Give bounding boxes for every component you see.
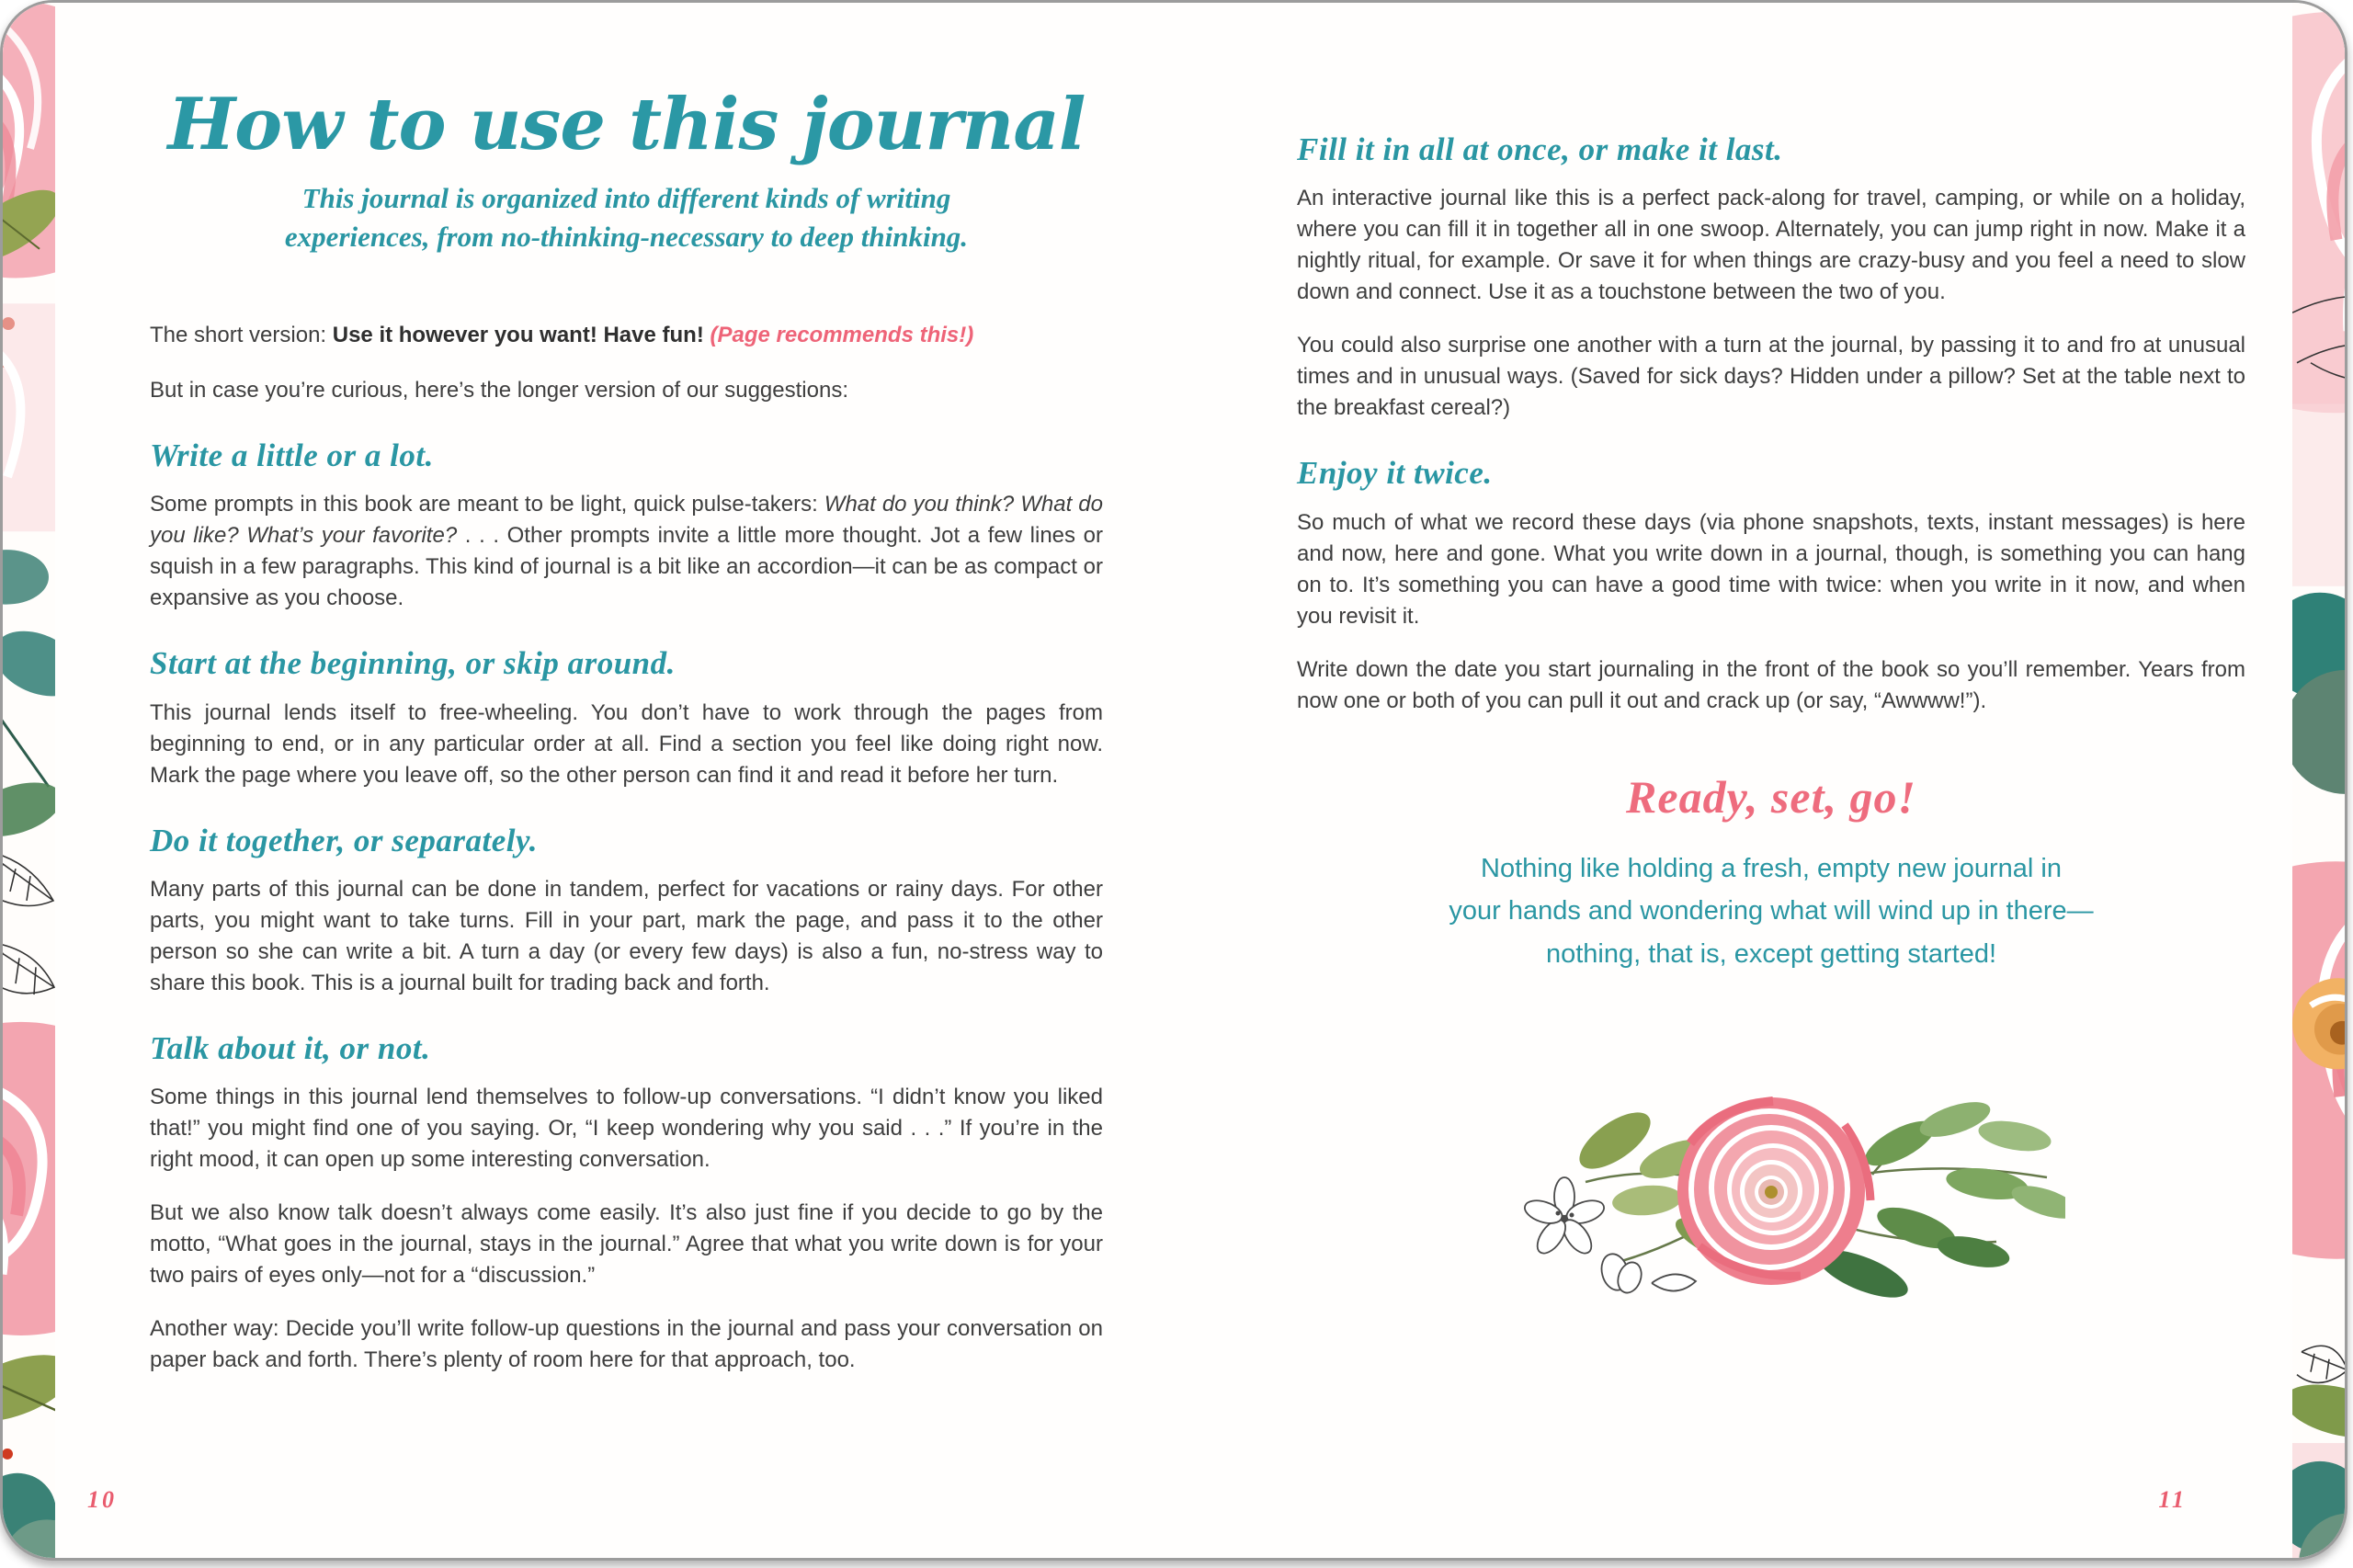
floral-border-left [3,3,55,1558]
section-heading-start: Start at the beginning, or skip around. [150,645,676,682]
body-paragraph: You could also surprise one another with a turn at the journal, by passing it to and fro at unusual times and in unusual ways. (Saved for sick days? Hidden under a pillow? Set at the table next to the breakfast cereal?) [1297,333,2245,421]
section-heading-together: Do it together, or separately. [150,822,539,858]
intro-line: The short version: Use it however you want! Have fun! (Page recommends this!) [150,323,974,348]
body-paragraph: Write down the date you start journaling in the front of the book so you’ll remember. Years from now one or both of you can pull it out and crack up (or say, “Awwww!”). [1297,656,2245,713]
body-paragraph: Many parts of this journal can be done in tandem, perfect for vacations or rainy days. For other parts, you might want to take turns. Fill in your part, mark the page, and pass it to the other person so she can write a bit. A turn a day (or every few days) is also a fun, no-stress way to share this book. This is a journal built for trading back and forth. [150,876,1103,995]
body-paragraph: Some prompts in this book are meant to be light, quick pulse-takers: What do you think? What do you like? What’s your favorite? . . . Other prompts invite a little more thought. Jot a few lines or squish in a few paragraphs. This kind of journal is a bit like an accordion—it can be as compact or expansive as you choose. [150,492,1104,611]
body-paragraph: An interactive journal like this is a perfect pack-along for travel, camping, or while on a holiday, where you can fill it in together all in one swoop. Alternately, you can jump right in now. Make it a nightly ritual, for example. Or save it for when things are crazy-busy and you feel a need to slow down and connect. Use it as a touchstone between the two of you. [1297,186,2245,305]
intro-line-2: But in case you’re curious, here’s the longer version of our suggestions: [150,378,848,403]
section-heading-enjoy: Enjoy it twice. [1297,455,1493,492]
closing-message: Nothing like holding a fresh, empty new journal in your hands and wondering what will wind up in there— nothing, that is, except getting started! [1449,853,2094,970]
body-paragraph: But we also know talk doesn’t always come easily. It’s also just fine if you decide to go by the motto, “What goes in the journal, stays in the journal.” Agree that what you write down is for your two pairs of eyes only—not for a “discussion.” [150,1200,1103,1289]
intro-bold: Use it however you want! Have fun! [332,323,710,348]
flower-illustration [1477,1072,2065,1311]
page-subtitle: This journal is organized into different kinds of writing experiences, from no-thinking-necessary to deep thinking. [284,181,969,254]
section-heading-talk: Talk about it, or not. [150,1029,431,1066]
section-heading-fill: Fill it in all at once, or make it last. [1297,131,1783,167]
page-number-right: 11 [2158,1486,2187,1513]
body-paragraph: This journal lends itself to free-wheeling. You don’t have to work through the pages from beginning to end, or in any particular order at all. Find a section you feel like doing right now. Mark the page where you leave off, so the other person can find it and read it before her turn. [150,699,1103,788]
section-heading-write: Write a little or a lot. [150,437,434,474]
floral-border-right [2292,3,2345,1558]
publisher-note: (Page recommends this!) [710,323,974,348]
right-page [1297,3,2245,1315]
page-number-left: 10 [87,1486,117,1513]
left-page [150,3,1103,1398]
body-paragraph: Another way: Decide you’ll write follow-up questions in the journal and pass your conversation on paper back and forth. There’s plenty of room here for that approach, too. [150,1316,1103,1373]
flower-illustration-wrap [1297,1072,2245,1315]
body-paragraph: Some things in this journal lend themselves to follow-up conversations. “I didn’t know you liked that!” you might find one of you saying. Or, “I keep wondering why you said . . .” If you’re in the right mood, it can open up some interesting conversation. [150,1085,1103,1173]
body-paragraph: So much of what we record these days (via phone snapshots, texts, instant messages) is here and now, here and gone. What you write down in a journal, though, is something you can hang on to. It’s something you can have a good time with twice: when you write in it now, and when you revisit it. [1297,509,2245,629]
page-title: How to use this journal [167,83,1086,166]
closing-headline: Ready, set, go! [1626,770,1916,823]
italic-run: What do you think? What do you like? What’s your favorite? [150,492,1104,549]
